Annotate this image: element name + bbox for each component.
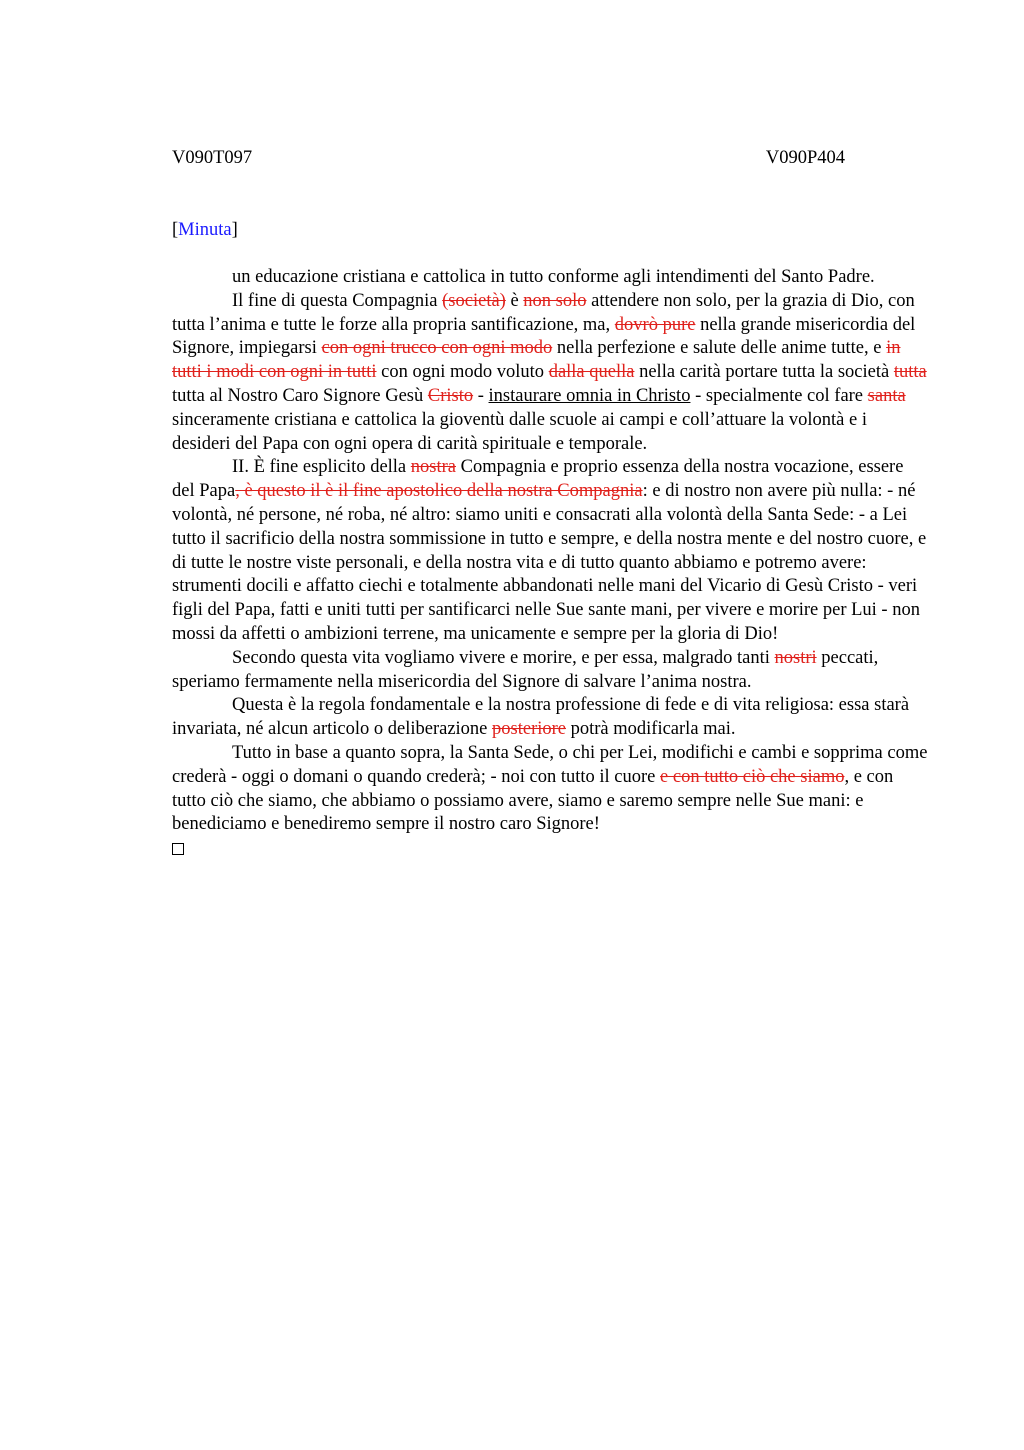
paragraph-1 [172,266,928,290]
paragraph-3 [172,456,928,646]
deleted-text: dovrò pure [614,314,696,335]
text-run: II. È fine esplicito della [232,457,411,478]
text-run: nella carità portare tutta la società [634,362,894,383]
text-run: potrà modificarla mai. [566,719,736,740]
paragraph-5 [172,694,928,742]
paragraph-2 [172,290,928,457]
empty-square-icon [172,843,184,855]
deleted-text: nostra [410,457,456,478]
end-marker [172,837,928,863]
text-run: tutta al Nostro Caro Signore Gesù [172,385,428,406]
text-run: - [473,385,489,406]
deleted-text: , è questo il è il fine apostolico della nostra Compagnia [235,481,643,502]
deleted-text: non solo [523,290,587,311]
paragraph-6 [172,742,928,837]
text-run: nella grande misericordia del Signore, impiegarsi [172,314,916,359]
text-run: Tutto in base a quanto sopra, la Santa Sede, o chi per Lei, modifichi e cambi e sopprima come crederà - oggi o domani o quando crederà; - noi con tutto il cuore [172,742,928,787]
text-run: Il fine di questa Compagnia [232,290,443,311]
minuta-label: Minuta [178,220,232,240]
document-body [172,266,928,863]
deleted-text: e con tutto ciò che siamo [660,766,845,787]
text-run: Compagnia e proprio essenza della nostra vocazione, essere del Papa [172,457,904,502]
deleted-text: tutta [893,362,927,383]
open-bracket: [ [172,220,179,240]
deleted-text: nostri [774,647,817,668]
text-run: nella perfezione e salute delle anime tutte, e [552,338,887,359]
text-run: un educazione cristiana e cattolica in tutto conforme agli intendimenti del Santo Padre. [232,267,875,287]
text-run: Questa è la regola fondamentale e la nostra professione di fede e di vita religiosa: essa starà invariata, né alcun articolo o deliberazione [172,695,910,740]
volume-text-code: V090T097 [172,148,253,168]
deleted-text: in tutti i modi con ogni in tutti [172,338,901,383]
text-run: sinceramente cristiana e cattolica la gioventù dalle scuole ai campi e coll’attuare la volontà e i desideri del Papa con ogni opera di carità spirituale e temporale. [172,409,867,454]
underlined-latin-motto: instaurare omnia in Christo [488,385,691,406]
text-run: Secondo questa vita vogliamo vivere e morire, e per essa, malgrado tanti [232,647,775,668]
volume-page-code: V090P404 [765,148,845,168]
deleted-text: (società) [442,290,506,311]
draft-label [172,218,238,242]
paragraph-4 [172,647,928,695]
deleted-text: santa [867,385,906,406]
text-run: , e con tutto ciò che siamo, che abbiamo o possiamo avere, siamo e saremo sempre nelle Sue mani: e benediciamo e benediremo sempre il nostro caro Signore! [172,766,894,835]
text-run: peccati, speriamo fermamente nella misericordia del Signore di salvare l’anima nostra. [172,647,879,692]
text-run: - specialmente col fare [690,385,868,406]
text-run: : e di nostro non avere più nulla: - né volontà, né persone, né roba, né altro: siamo uniti e consacrati alla volontà della Santa Sede: - a Lei tutto il sacrificio della nostra sommissione in tutto e sempre, e della nostra mente e del nostro cuore, e di tutte le nostre viste personali, e della nostra vita e di tutto quanto abbiamo e potremo avere: strumenti docili e affatto ciechi e totalmente abbandonati nelle mani del Vicario di Gesù Cristo - veri figli del Papa, fatti e uniti tutti per santificarci nelle Sue sante mani, per vivere e morire per Lui - non mossi da affetti o ambizioni terrene, ma unicamente e sempre per la gloria di Dio! [172,481,927,644]
text-run: è [505,290,524,311]
text-run: attendere non solo, per la grazia di Dio, con tutta l’anima e tutte le forze alla propria santificazione, ma, [172,290,915,335]
deleted-text: con ogni trucco con ogni modo [321,338,553,359]
deleted-text: posteriore [492,719,566,740]
close-bracket: ] [231,220,238,240]
deleted-text: Cristo [427,385,474,406]
text-run: con ogni modo voluto [376,362,549,383]
deleted-text: dalla quella [548,362,635,383]
